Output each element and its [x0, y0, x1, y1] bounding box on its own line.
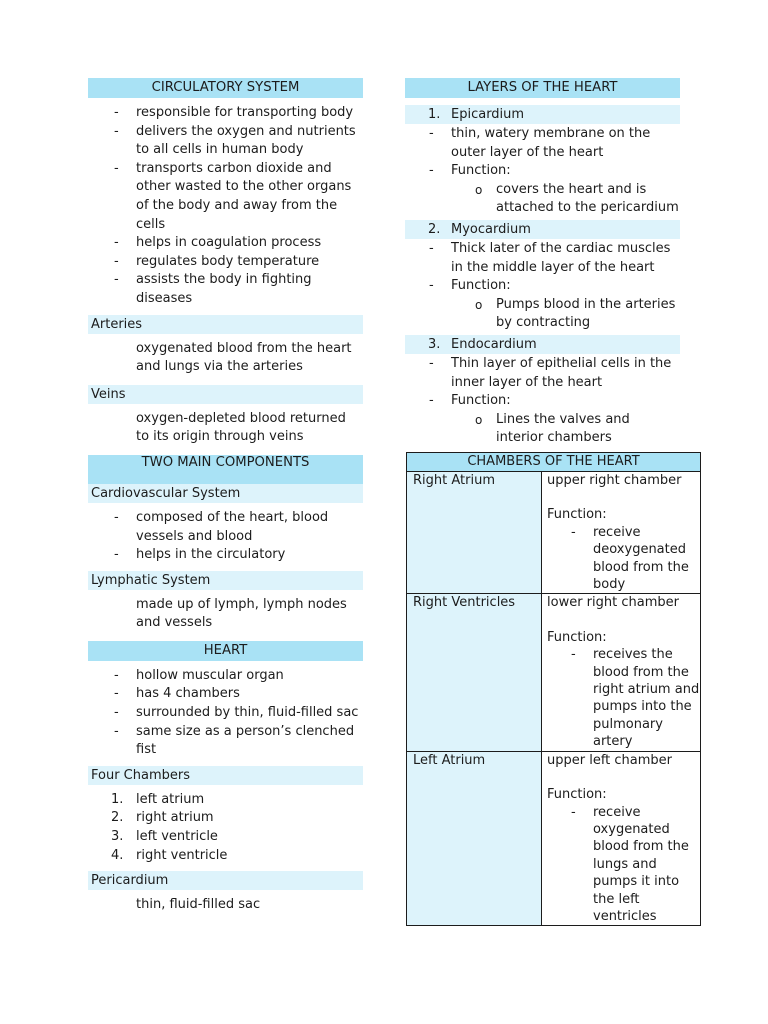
pericardium-text: thin, fluid-filled sac — [136, 897, 261, 913]
list-item: - helps in the circulatory — [88, 546, 363, 565]
chamber-name: Right Ventricles — [407, 594, 542, 751]
circulatory-list — [88, 104, 363, 309]
list-item: o Lines the valves and interior chambers — [405, 411, 680, 448]
list-item: - Function: — [405, 392, 680, 411]
four-chambers-heading: Four Chambers — [88, 766, 363, 785]
list-item: 3. left ventricle — [111, 829, 218, 845]
list-item: - delivers the oxygen and nutrients to all cells in human body — [88, 123, 363, 160]
list-item: - thin, watery membrane on the outer layer of the heart — [405, 125, 680, 162]
layers-of-heart-heading: LAYERS OF THE HEART — [405, 78, 680, 98]
endocardium-list — [405, 355, 680, 448]
chamber-name: Left Atrium — [407, 751, 542, 926]
lymphatic-text: made up of lymph, lymph nodes and vessels — [136, 596, 347, 631]
list-item: - surrounded by thin, fluid-filled sac — [88, 704, 363, 723]
list-item: - responsible for transporting body — [88, 104, 363, 123]
list-item: - helps in coagulation process — [88, 234, 363, 253]
veins-text: oxygen-depleted blood returned to its origin through veins — [136, 410, 346, 445]
circulatory-system-heading: CIRCULATORY SYSTEM — [88, 78, 363, 98]
table-row — [407, 751, 701, 926]
heart-list — [88, 667, 363, 760]
right-column — [405, 78, 680, 448]
cardiovascular-heading: Cardiovascular System — [88, 484, 363, 503]
list-item: - composed of the heart, blood vessels and blood — [88, 509, 363, 546]
list-item: - Function: — [405, 162, 680, 181]
list-item: 4. right ventricle — [111, 847, 228, 863]
layer-heading-epicardium: 1. Epicardium — [405, 105, 680, 124]
heart-heading: HEART — [88, 641, 363, 661]
myocardium-list — [405, 240, 680, 333]
list-item: - Function: — [405, 277, 680, 296]
pericardium-heading: Pericardium — [88, 871, 363, 890]
list-item: - Thin layer of epithelial cells in the inner layer of the heart — [405, 355, 680, 392]
lymphatic-heading: Lymphatic System — [88, 571, 363, 590]
list-item: 2. right atrium — [111, 810, 214, 826]
list-item: - Thick later of the cardiac muscles in the middle layer of the heart — [405, 240, 680, 277]
epicardium-list — [405, 125, 680, 218]
arteries-text: oxygenated blood from the heart and lungs via the arteries — [136, 340, 352, 375]
chamber-description: upper left chamber Function: - receive oxygenated blood from the lungs and pumps it into the left ventricles — [542, 751, 701, 926]
list-item: - assists the body in fighting diseases — [88, 271, 363, 308]
table-row — [407, 594, 701, 751]
chambers-table-heading: CHAMBERS OF THE HEART — [407, 453, 701, 472]
list-item: - hollow muscular organ — [88, 667, 363, 686]
layer-heading-myocardium: 2. Myocardium — [405, 220, 680, 239]
arteries-heading: Arteries — [88, 315, 363, 334]
four-chambers-list — [88, 791, 363, 865]
table-row — [407, 472, 701, 594]
list-item: - transports carbon dioxide and other wasted to the other organs of the body and away from the cells — [88, 160, 363, 234]
two-main-components-heading: TWO MAIN COMPONENTS — [88, 455, 363, 484]
layer-heading-endocardium: 3. Endocardium — [405, 335, 680, 354]
list-item: - same size as a person’s clenched fist — [88, 723, 363, 760]
chamber-description: upper right chamber Function: - receive deoxygenated blood from the body — [542, 472, 701, 594]
chamber-description: lower right chamber Function: - receives the blood from the right atrium and pumps into the pulmonary artery — [542, 594, 701, 751]
cardiovascular-list — [88, 509, 363, 565]
list-item: - regulates body temperature — [88, 253, 363, 272]
list-item: o covers the heart and is attached to the pericardium — [405, 181, 680, 218]
list-item: o Pumps blood in the arteries by contracting — [405, 296, 680, 333]
list-item: - has 4 chambers — [88, 685, 363, 704]
list-item: 1. left atrium — [111, 791, 205, 807]
chamber-name: Right Atrium — [407, 472, 542, 594]
veins-heading: Veins — [88, 385, 363, 404]
left-column — [88, 78, 363, 923]
chambers-table — [406, 452, 701, 926]
